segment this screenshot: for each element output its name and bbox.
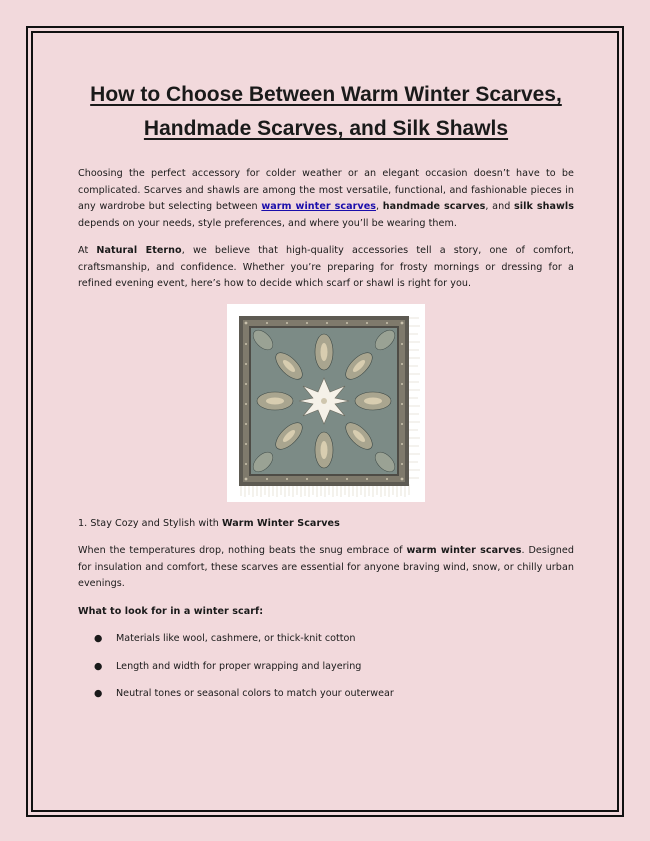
brand-name: Natural Eterno bbox=[96, 245, 182, 256]
section-1-bold: warm winter scarves bbox=[406, 545, 522, 556]
paisley-shawl-image bbox=[227, 304, 425, 502]
section-1-heading bbox=[78, 516, 574, 533]
intro2-text-b: , we believe that high-quality accessories tell a story, one of comfort, craftsmanship, and confidence. Whether you’re preparing for frosty mornings or dressing for a refined evening event, here’s how to decide which scarf or shawl is right for you. bbox=[78, 245, 575, 289]
list-item bbox=[78, 659, 574, 676]
look-for-heading-text: What to look for in a winter scarf: bbox=[78, 605, 264, 617]
section-1-text-b: . Designed for insulation and comfort, these scarves are essential for anyone braving wind, snow, or chilly urban evenings. bbox=[78, 545, 575, 589]
handmade-scarves-bold: handmade scarves bbox=[382, 201, 486, 212]
intro2-text-a: At bbox=[78, 245, 97, 256]
intro-text-a: Choosing the perfect accessory for colder weather or an elegant occasion doesn’t have to be complicated. Scarves and shawls are among the most versatile, functional, and fashionable pieces in any wardrobe but selecting between bbox=[78, 168, 574, 212]
list-item bbox=[78, 631, 574, 648]
list-item-text: Length and width for proper wrapping and layering bbox=[116, 660, 362, 672]
bullet-icon: ● bbox=[94, 688, 103, 699]
intro-text-d: depends on your needs, style preferences, and where you’ll be wearing them. bbox=[78, 217, 458, 229]
warm-winter-scarves-link[interactable]: warm winter scarves bbox=[261, 201, 377, 212]
bullet-icon: ● bbox=[94, 633, 103, 644]
section-1-paragraph bbox=[78, 543, 574, 593]
intro-text-b: , bbox=[376, 201, 383, 212]
silk-shawls-bold: silk shawls bbox=[514, 201, 575, 212]
list-item-text: Materials like wool, cashmere, or thick-knit cotton bbox=[116, 633, 356, 644]
winter-scarf-list bbox=[78, 631, 574, 703]
intro-paragraph-2 bbox=[78, 243, 574, 293]
section-1-heading-text: 1. Stay Cozy and Stylish with bbox=[78, 517, 222, 529]
list-item bbox=[78, 686, 574, 703]
section-1-text-a: When the temperatures drop, nothing beats the snug embrace of bbox=[78, 545, 407, 556]
page-title: How to Choose Between Warm Winter Scarves, Handmade Scarves, and Silk Shawls bbox=[90, 83, 562, 140]
bullet-icon: ● bbox=[94, 660, 103, 672]
intro-text-c: , and bbox=[485, 201, 515, 212]
intro-paragraph-1 bbox=[78, 166, 574, 232]
section-1-heading-bold: Warm Winter Scarves bbox=[221, 517, 340, 529]
look-for-heading bbox=[78, 604, 574, 621]
list-item-text: Neutral tones or seasonal colors to match your outerwear bbox=[116, 688, 394, 699]
shawl-figure bbox=[78, 304, 574, 502]
document-body bbox=[78, 78, 574, 714]
center-dot bbox=[321, 398, 327, 404]
